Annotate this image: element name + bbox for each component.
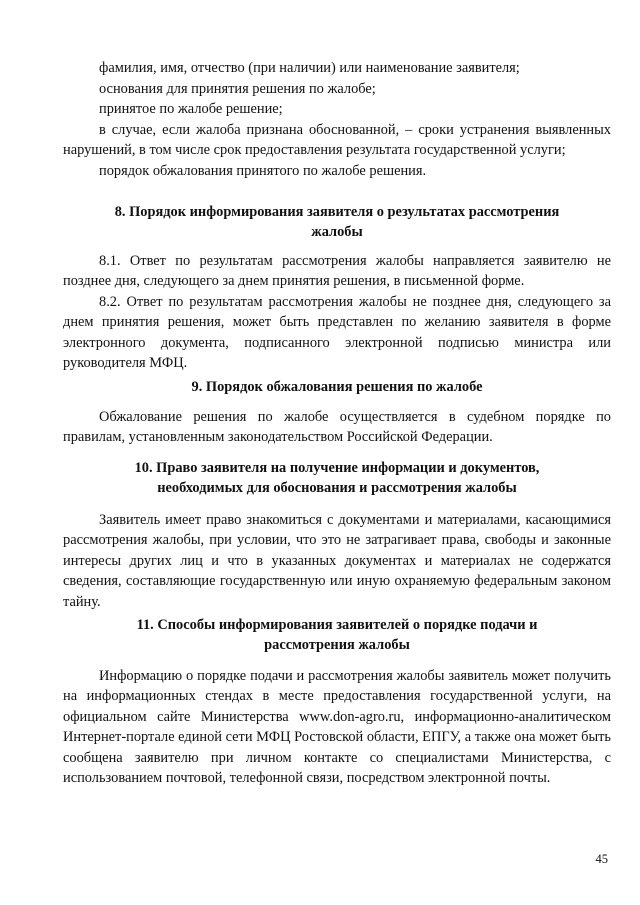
section-11-heading-line2: рассмотрения жалобы	[264, 637, 410, 654]
section-8-paragraph-1: 8.1. Ответ по результатам рассмотрения жалобы направляется заявителю не позднее дня, следующего за днем принятия решения, в письменной форме.	[63, 253, 611, 290]
section-11-heading-line1: 11. Способы информирования заявителей о порядке подачи и	[136, 617, 538, 633]
section-11-paragraph-1: Информацию о порядке подачи и рассмотрения жалобы заявитель может получить на информационных стендах в месте предоставления государственной услуги, на официальном сайте Министерства www.don-agro.ru, информационно-аналитическом Интернет-портале единой сети МФЦ Ростовской области, ЕПГУ, а также она может быть сообщена заявителю при личном контакте со специалистами Министерства, с использованием почтовой, телефонной связи, посредством электронной почты.	[63, 668, 611, 787]
section-8-paragraph-2: 8.2. Ответ по результатам рассмотрения жалобы не позднее дня, следующего за днем принятия решения, может быть представлен по желанию заявителя в форме электронного документа, подписанного электронной подписью министра или руководителя МФЦ.	[63, 294, 611, 372]
section-9-paragraph-1: Обжалование решения по жалобе осуществляется в судебном порядке по правилам, установленным законодательством Российской Федерации.	[63, 409, 611, 446]
list-item-applicant-name: фамилия, имя, отчество (при наличии) или наименование заявителя;	[99, 60, 520, 76]
section-10-heading-line1: 10. Право заявителя на получение информации и документов,	[134, 460, 540, 476]
list-item-justified-case: в случае, если жалоба признана обоснованной, – сроки устранения выявленных нарушений, в том числе срок предоставления результата государственной услуги;	[63, 122, 611, 159]
section-10-paragraph-1: Заявитель имеет право знакомиться с документами и материалами, касающимися рассмотрения жалобы, при условии, что это не затрагивает права, свободы и законные интересы других лиц и что в указанных документах и материалах не содержатся сведения, составляющие государственную или иную охраняемую федеральным законом тайну.	[63, 512, 611, 610]
list-item-appeal-procedure: порядок обжалования принятого по жалобе решения.	[99, 163, 427, 179]
section-8-heading	[63, 202, 611, 243]
section-11-heading	[63, 615, 611, 656]
section-8-heading-line2: жалобы	[311, 224, 363, 241]
section-10-heading-line2: необходимых для обоснования и рассмотрения жалобы	[157, 480, 517, 497]
list-item-decision: принятое по жалобе решение;	[99, 101, 283, 117]
section-9-heading: 9. Порядок обжалования решения по жалобе	[191, 379, 483, 395]
page-number: 45	[595, 852, 608, 866]
section-8-heading-line1: 8. Порядок информирования заявителя о результатах рассмотрения	[114, 204, 560, 220]
list-item-grounds: основания для принятия решения по жалобе;	[99, 81, 376, 97]
section-10-heading	[63, 458, 611, 499]
